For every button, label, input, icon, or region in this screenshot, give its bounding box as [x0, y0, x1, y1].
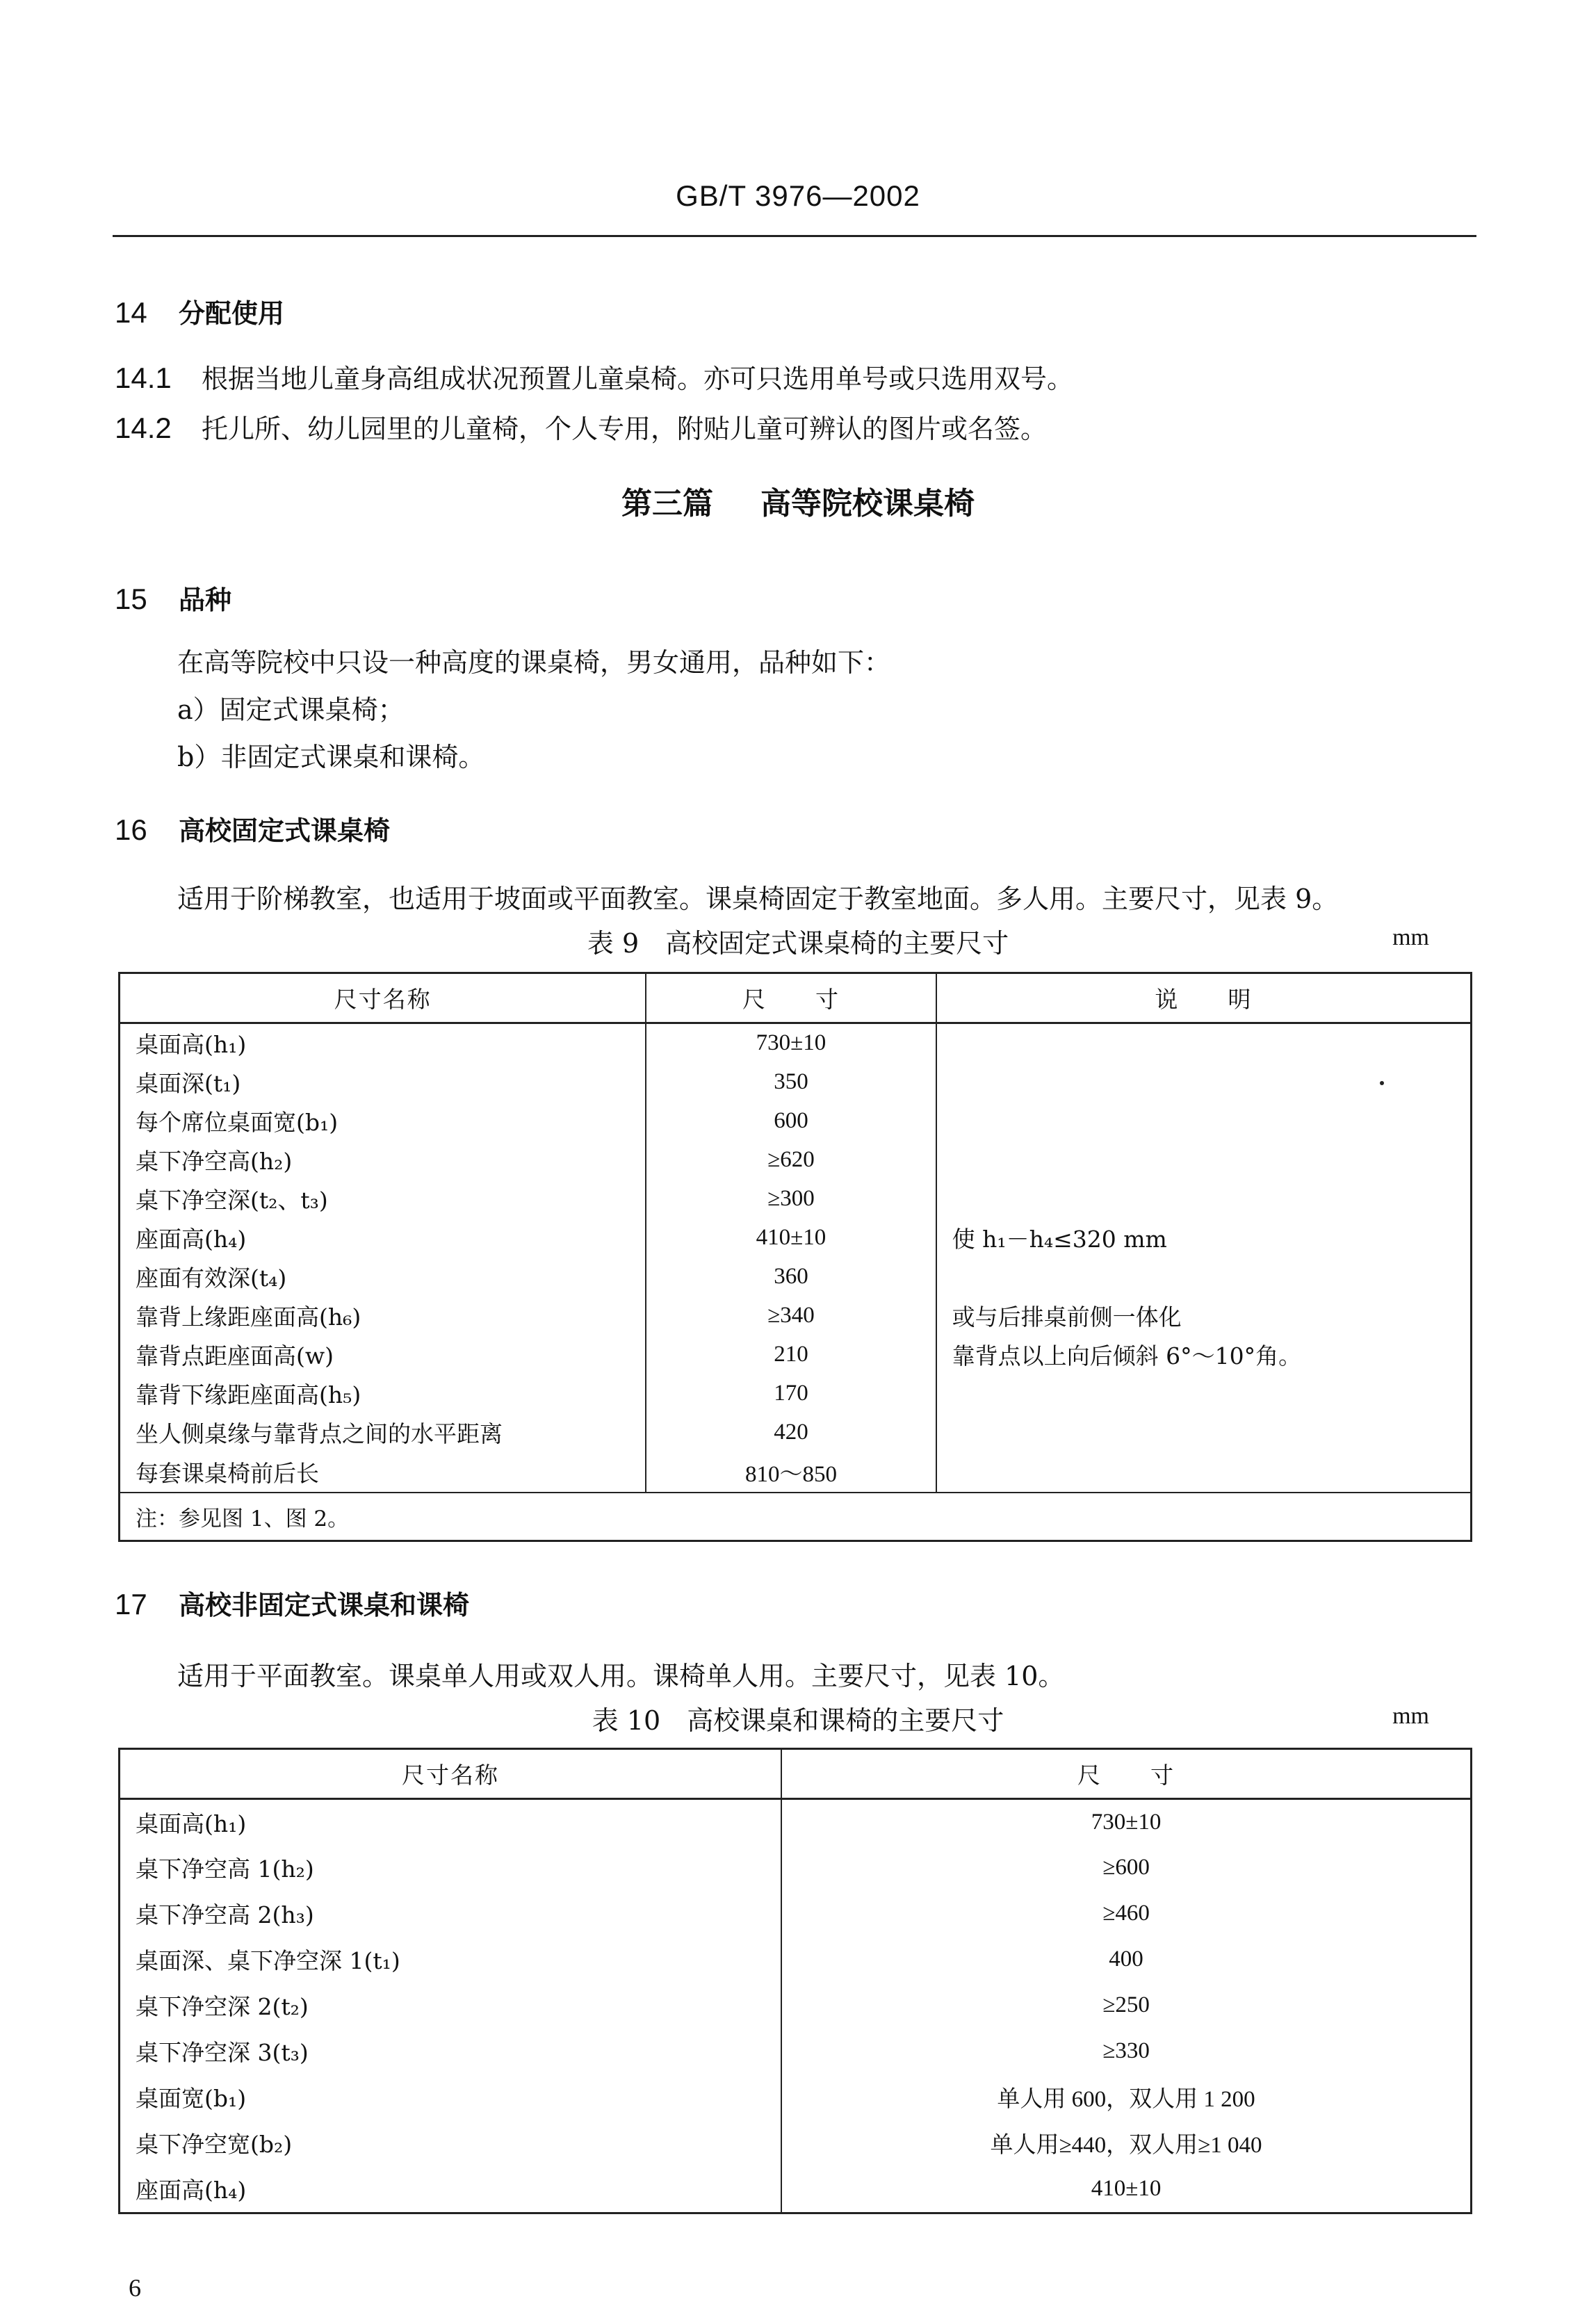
section-title: 品种	[179, 585, 232, 615]
dimension-value: 350	[646, 1063, 936, 1102]
dimension-note	[936, 1374, 1472, 1413]
header-cell: 说 明	[936, 973, 1472, 1023]
dimension-value: 400	[781, 1937, 1471, 1983]
dimension-value: 730±10	[781, 1799, 1471, 1845]
section-16-heading	[115, 809, 390, 847]
dimension-note	[936, 1258, 1472, 1297]
dimension-name: 桌面高(h₁)	[120, 1799, 782, 1845]
table-9	[118, 972, 1472, 1542]
part-name: 高等院校课桌椅	[760, 486, 975, 521]
list-item-b: b）非固定式课桌和课椅。	[177, 742, 485, 772]
dimension-note	[936, 1063, 1472, 1102]
dimension-name: 坐人侧桌缘与靠背点之间的水平距离	[120, 1413, 646, 1452]
dimension-value: 单人用 600，双人用 1 200	[781, 2074, 1471, 2120]
dimension-value: ≥620	[646, 1141, 936, 1180]
table-row	[120, 1102, 1472, 1141]
table-row	[120, 2029, 1472, 2074]
scan-speck	[1380, 1081, 1384, 1085]
section-15-intro: 在高等院校中只设一种高度的课桌椅，男女通用，品种如下：	[177, 647, 891, 678]
dimension-note	[936, 1452, 1472, 1493]
dimension-note	[936, 1102, 1472, 1141]
section-17-heading	[115, 1584, 469, 1622]
section-number: 17	[115, 1588, 147, 1620]
table-10-unit: mm	[1392, 1703, 1429, 1729]
table-row	[120, 1297, 1472, 1335]
clause-number: 14.1	[115, 361, 172, 394]
dimension-note	[936, 1023, 1472, 1063]
clause-text: 根据当地儿童身高组成状况预置儿童桌椅。亦可只选用单号或只选用双号。	[202, 364, 1074, 394]
header-cell: 尺寸名称	[120, 1749, 782, 1799]
dimension-note: 靠背点以上向后倾斜 6°～10°角。	[936, 1335, 1472, 1374]
section-number: 16	[115, 813, 147, 846]
part-label: 第三篇	[621, 486, 713, 521]
header-cell: 尺 寸	[646, 973, 936, 1023]
part-title	[0, 478, 1596, 523]
clause-number: 14.2	[115, 412, 172, 444]
table-note-row	[120, 1493, 1472, 1541]
table-row	[120, 2074, 1472, 2120]
dimension-name: 靠背上缘距座面高(h₆)	[120, 1297, 646, 1335]
table-row	[120, 1452, 1472, 1493]
table-row	[120, 1335, 1472, 1374]
table-header-row	[120, 1749, 1472, 1799]
section-number: 14	[115, 296, 147, 329]
dimension-name: 每个席位桌面宽(b₁)	[120, 1102, 646, 1141]
dimension-name: 座面高(h₄)	[120, 2166, 782, 2213]
section-title: 高校非固定式课桌和课椅	[179, 1590, 470, 1620]
dimension-name: 座面有效深(t₄)	[120, 1258, 646, 1297]
table-row	[120, 1413, 1472, 1452]
dimension-value: 410±10	[781, 2166, 1471, 2213]
dimension-value: 600	[646, 1102, 936, 1141]
dimension-name: 座面高(h₄)	[120, 1219, 646, 1258]
dimension-value: 360	[646, 1258, 936, 1297]
table-row	[120, 1023, 1472, 1063]
dimension-name: 桌下净空高(h₂)	[120, 1141, 646, 1180]
dimension-value: ≥600	[781, 1845, 1471, 1891]
dimension-value: ≥250	[781, 1983, 1471, 2029]
dimension-name: 靠背下缘距座面高(h₅)	[120, 1374, 646, 1413]
clause-14-1	[115, 357, 1073, 396]
dimension-value: ≥300	[646, 1180, 936, 1219]
list-item-a: a）固定式课桌椅；	[177, 694, 405, 725]
dimension-value: ≥460	[781, 1891, 1471, 1937]
dimension-name: 桌面深(t₁)	[120, 1063, 646, 1102]
dimension-value: 410±10	[646, 1219, 936, 1258]
table-row	[120, 1845, 1472, 1891]
table-row	[120, 1799, 1472, 1845]
section-15-heading	[115, 578, 231, 617]
header-rule	[113, 235, 1476, 237]
dimension-name: 桌下净空宽(b₂)	[120, 2120, 782, 2166]
table-row	[120, 2166, 1472, 2213]
dimension-name: 桌下净空深 3(t₃)	[120, 2029, 782, 2074]
dimension-value: 170	[646, 1374, 936, 1413]
dimension-name: 每套课桌椅前后长	[120, 1452, 646, 1493]
table-row	[120, 1180, 1472, 1219]
page-number: 6	[129, 2274, 141, 2302]
table-row	[120, 1141, 1472, 1180]
dimension-value: 810～850	[646, 1452, 936, 1493]
clause-14-2	[115, 407, 1047, 446]
dimension-value: 单人用≥440，双人用≥1 040	[781, 2120, 1471, 2166]
section-number: 15	[115, 583, 147, 615]
header-cell: 尺 寸	[781, 1749, 1471, 1799]
dimension-name: 桌面深、桌下净空深 1(t₁)	[120, 1937, 782, 1983]
table-header-row	[120, 973, 1472, 1023]
table-row	[120, 1983, 1472, 2029]
table-row	[120, 2120, 1472, 2166]
section-14-heading	[115, 292, 284, 330]
clause-text: 托儿所、幼儿园里的儿童椅，个人专用，附贴儿童可辨认的图片或名签。	[202, 414, 1048, 444]
dimension-value: ≥330	[781, 2029, 1471, 2074]
dimension-name: 桌面高(h₁)	[120, 1023, 646, 1063]
section-16-text: 适用于阶梯教室，也适用于坡面或平面教室。课桌椅固定于教室地面。多人用。主要尺寸，见表 9。	[177, 884, 1339, 914]
dimension-name: 桌下净空深(t₂、t₃)	[120, 1180, 646, 1219]
dimension-name: 靠背点距座面高(w)	[120, 1335, 646, 1374]
dimension-name: 桌下净空高 2(h₃)	[120, 1891, 782, 1937]
header-cell: 尺寸名称	[120, 973, 646, 1023]
table-9-unit: mm	[1392, 925, 1429, 950]
table-row	[120, 1219, 1472, 1258]
dimension-note	[936, 1413, 1472, 1452]
table-row	[120, 1258, 1472, 1297]
table-row	[120, 1374, 1472, 1413]
standard-code-header: GB/T 3976—2002	[676, 179, 920, 212]
dimension-name: 桌下净空高 1(h₂)	[120, 1845, 782, 1891]
section-17-text: 适用于平面教室。课桌单人用或双人用。课椅单人用。主要尺寸，见表 10。	[177, 1661, 1065, 1691]
section-title: 高校固定式课桌椅	[179, 815, 391, 846]
dimension-note: 或与后排桌前侧一体化	[936, 1297, 1472, 1335]
table-row	[120, 1891, 1472, 1937]
dimension-value: 420	[646, 1413, 936, 1452]
section-title: 分配使用	[179, 298, 285, 329]
dimension-note	[936, 1141, 1472, 1180]
dimension-value: 730±10	[646, 1023, 936, 1063]
table-note: 注：参见图 1、图 2。	[120, 1493, 1472, 1541]
dimension-name: 桌下净空深 2(t₂)	[120, 1983, 782, 2029]
dimension-value: ≥340	[646, 1297, 936, 1335]
table-row	[120, 1063, 1472, 1102]
dimension-note: 使 h₁－h₄≤320 mm	[936, 1219, 1472, 1258]
table-10	[118, 1748, 1472, 2214]
dimension-note	[936, 1180, 1472, 1219]
table-10-caption: 表 10 高校课桌和课椅的主要尺寸	[592, 1705, 1004, 1736]
dimension-value: 210	[646, 1335, 936, 1374]
table-row	[120, 1937, 1472, 1983]
table-9-caption: 表 9 高校固定式课桌椅的主要尺寸	[587, 928, 1009, 959]
dimension-name: 桌面宽(b₁)	[120, 2074, 782, 2120]
